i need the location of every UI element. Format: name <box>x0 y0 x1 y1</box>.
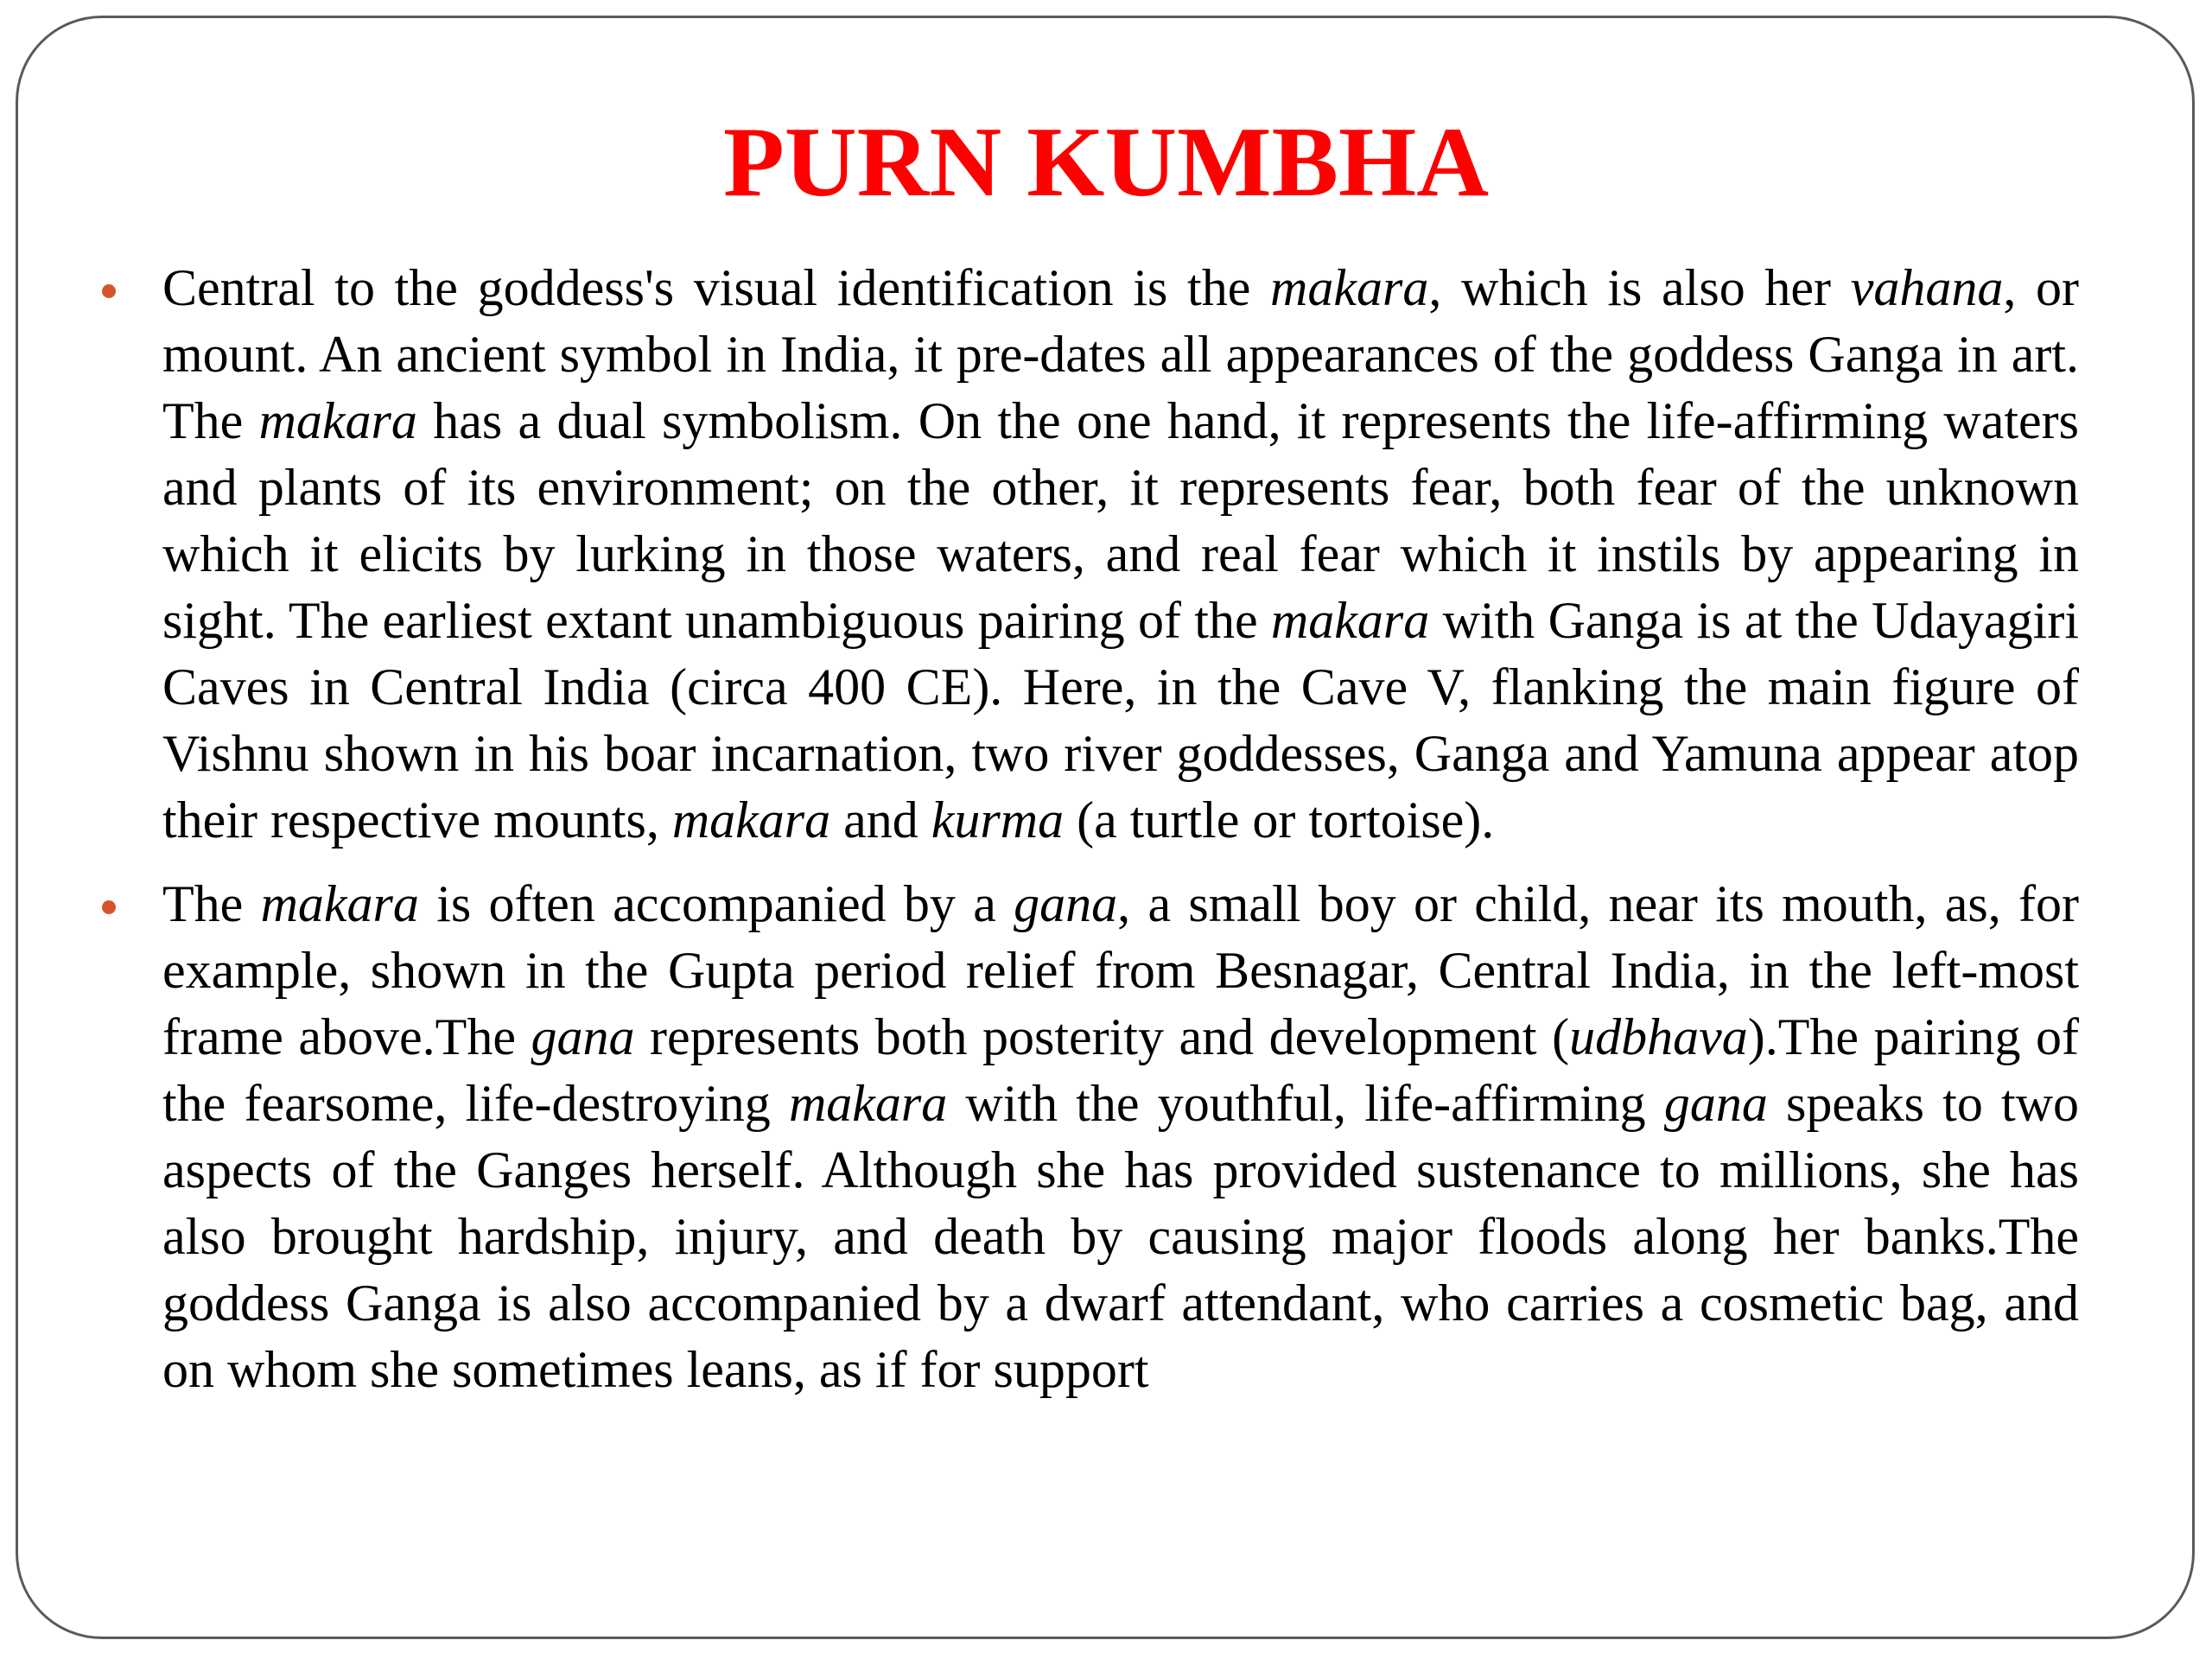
text-run: Central to the goddess's visual identification is the <box>162 259 1271 316</box>
text-run: with the youthful, life-affirming <box>947 1075 1664 1132</box>
text-run: and <box>830 791 931 849</box>
italic-term: kurma <box>931 791 1065 849</box>
italic-term: makara <box>260 875 419 932</box>
bullet-dot-icon <box>102 900 116 914</box>
text-run: , a small boy or child, near its mouth, as, for example, shown in the Gupta period relief from Besnagar, Central India, in the left-most frame above.The <box>162 875 2079 1065</box>
text-run: with Ganga is at the Udayagiri Caves in Central India (circa 400 CE). Here, in the Cave V, flanking the main figure of Vishnu shown in his boar incarnation, two river goddesses, Ganga and Yamuna appear atop their respective mounts, <box>162 592 2080 849</box>
text-run: speaks to two aspects of the Ganges herself. Although she has provided sustenance to millions, she has also brought hardship, injury, and death by causing major floods along her banks.The goddess Ganga is also accompanied by a dwarf attendant, who carries a cosmetic bag, and on whom she sometimes leans, as if for support <box>162 1075 2079 1398</box>
italic-term: makara <box>671 791 831 849</box>
text-run: (a turtle or tortoise). <box>1064 791 1495 849</box>
slide-title: PURN KUMBHA <box>722 107 1490 218</box>
text-run: , which is also her <box>1428 259 1851 316</box>
italic-term: makara <box>788 1075 948 1132</box>
bullet-text <box>162 255 2079 854</box>
bullet-item <box>162 255 2079 854</box>
italic-term: makara <box>1270 259 1429 316</box>
italic-term: gana <box>1663 1075 1768 1132</box>
bullet-item <box>162 871 2079 1403</box>
text-run: represents both posterity and development ( <box>634 1008 1570 1065</box>
italic-term: gana <box>531 1008 635 1065</box>
italic-term: makara <box>1270 592 1430 649</box>
text-run: is often accompanied by a <box>418 875 1014 932</box>
text-run: The <box>162 875 261 932</box>
italic-term: vahana <box>1850 259 2004 316</box>
italic-term: udbhava <box>1569 1008 1748 1065</box>
bullet-dot-icon <box>102 284 116 298</box>
text-run: , or mount. An ancient symbol in India, it pre-dates all appearances of the goddess Ganga in art. The <box>162 259 2079 449</box>
bullet-list <box>162 255 2079 1421</box>
text-run: has a dual symbolism. On the one hand, it represents the life-affirming waters and plants of its environment; on the other, it represents fear, both fear of the unknown which it elicits by lurking in those waters, and real fear which it instils by appearing in sight. The earliest extant unambiguous pairing of the <box>162 392 2079 649</box>
text-run: ).The pairing of the fearsome, life-destroying <box>162 1008 2079 1132</box>
bullet-text <box>162 871 2079 1403</box>
italic-term: makara <box>258 392 417 449</box>
italic-term: gana <box>1014 875 1118 932</box>
